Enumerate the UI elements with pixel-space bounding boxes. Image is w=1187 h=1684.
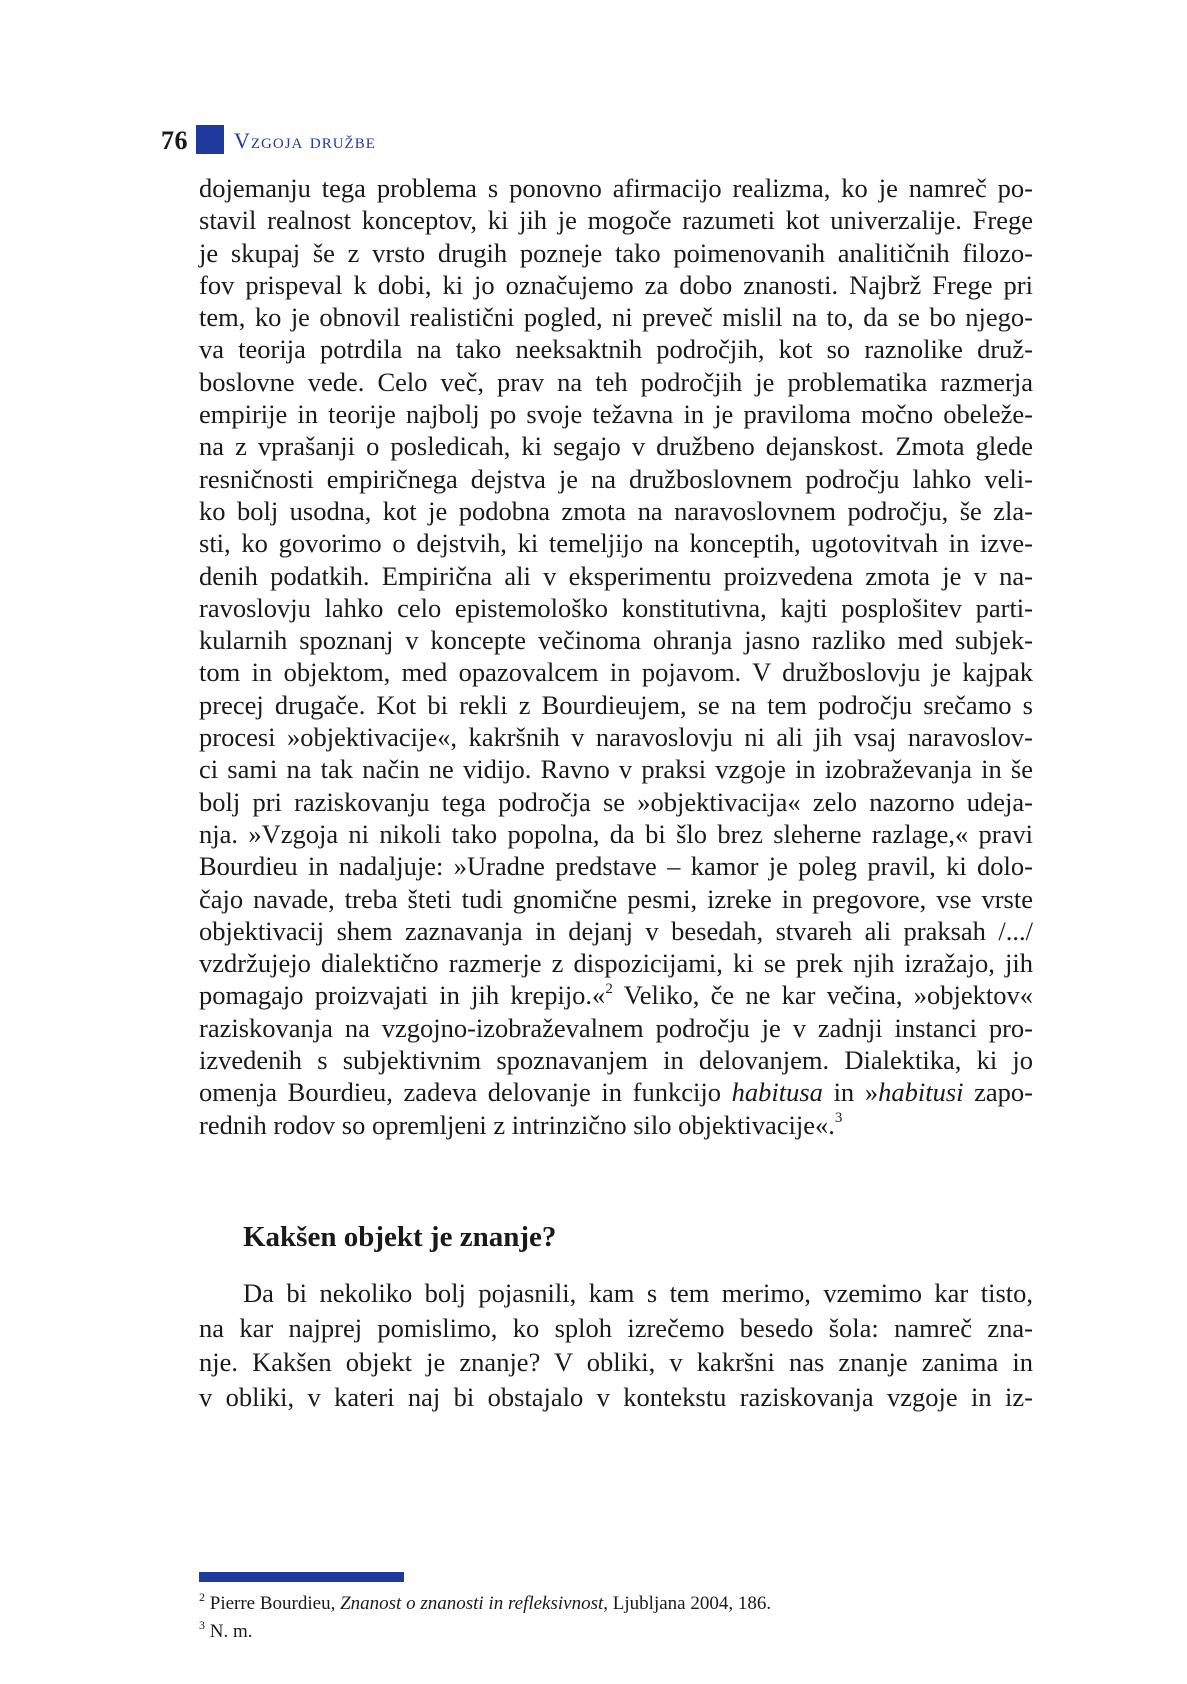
footnote-title: Znanost o znanosti in refleksivnost: [340, 1593, 604, 1614]
page-number: 76: [161, 126, 188, 155]
footnote: [199, 1618, 771, 1646]
line-text: pomagajo proizvajati in jih krepijo.«: [199, 980, 606, 1011]
text-line: ci sami na tak način ne vidijo. Ravno v praksi vzgoje in izobraževanja in še: [199, 754, 1033, 785]
text-line: je skupaj še z vrsto drugih pozneje tako poimenovanih analitičnih filozo-: [199, 237, 1033, 268]
text-line: nje. Kakšen objekt je znanje? V obliki, v kakršni nas znanje zanima in: [199, 1347, 1033, 1377]
footnote-separator: [199, 1572, 404, 1582]
text-line: ko bolj usodna, kot je podobna zmota na naravoslovnem področju, še zla-: [199, 495, 1033, 526]
text-line: objektivacij shem zaznavanja in dejanj v besedah, stvareh ali praksah /.../: [199, 915, 1033, 946]
body-paragraph: [199, 172, 1033, 1141]
footnote-details: , Ljubljana 2004, 186.: [603, 1593, 772, 1614]
text-line: vzdržujejo dialektično razmerje z dispozicijami, ki se prek njih izražajo, jih: [199, 948, 1033, 979]
running-title: Vzgoja družbe: [234, 128, 376, 153]
text-line: ravoslovju lahko celo epistemološko konstitutivna, kajti posplošitev parti-: [199, 592, 1033, 623]
header-square-ornament: [196, 125, 224, 154]
text-line: va teorija potrdila na tako neeksaktnih področjih, kot so raznolike druž-: [199, 334, 1033, 365]
text-line: tem, ko je obnovil realistični pogled, ni preveč mislil na to, da se bo njego-: [199, 302, 1033, 333]
italic-term: habitusi: [878, 1077, 964, 1108]
text-line: dojemanju tega problema s ponovno afirmacijo realizma, ko je namreč po-: [199, 173, 1033, 203]
text-line: čajo navade, treba šteti tudi gnomične pesmi, izreke in pregovore, vse vrste: [199, 883, 1033, 914]
text-line: bolj pri raziskovanju tega področja se »objektivacija« zelo nazorno udeja-: [199, 786, 1033, 817]
text-line: boslovne vede. Celo več, prav na teh področjih je problematika razmerja: [199, 366, 1033, 397]
footnote-reference: 3: [834, 1109, 843, 1126]
text-line: kularnih spoznanj v koncepte večinoma ohranja jasno razliko med subjek-: [199, 625, 1033, 656]
footnotes: [199, 1590, 771, 1646]
text-line-footnote-ref: [199, 979, 1033, 1011]
text-line: stavil realnost konceptov, ki jih je mogoče razumeti kot univerzalije. Frege: [199, 205, 1033, 236]
text-line: na z vprašanji o posledicah, ki segajo v družbeno dejanskost. Zmota glede: [199, 431, 1033, 462]
text-line: raziskovanja na vzgojno-izobraževalnem področju je v zadnji instanci pro-: [199, 1012, 1033, 1043]
text-line: procesi »objektivacije«, kakršnih v naravoslovju ni ali jih vsaj naravoslov-: [199, 722, 1033, 753]
text-line: Da bi nekoliko bolj pojasnili, kam s tem merimo, vzemimo kar tisto,: [243, 1278, 1033, 1308]
text-line: nja. »Vzgoja ni nikoli tako popolna, da bi šlo brez sleherne razlage,« pravi: [199, 818, 1033, 849]
text-line-footnote-ref: [199, 1109, 1033, 1141]
footnote-text: N. m.: [205, 1621, 253, 1642]
line-text: omenja Bourdieu, zadeva delovanje in funkcijo: [199, 1077, 732, 1108]
footnote-number: 3: [199, 1617, 205, 1632]
line-text: zapo-: [963, 1077, 1033, 1108]
text-line: Bourdieu in nadaljuje: »Uradne predstave – kamor je poleg pravil, ki dolo-: [199, 851, 1033, 882]
italic-term: habitusa: [731, 1077, 823, 1108]
text-line: resničnosti empiričnega dejstva je na družboslovnem področju lahko veli-: [199, 463, 1033, 494]
text-line: denih podatkih. Empirična ali v eksperimentu proizvedena zmota je v na-: [199, 560, 1033, 591]
text-line: precej drugače. Kot bi rekli z Bourdieujem, se na tem področju srečamo s: [199, 689, 1033, 720]
line-text: in »: [822, 1077, 879, 1108]
footnote-author: Pierre Bourdieu,: [205, 1593, 341, 1614]
line-text: Veliko, če ne kar večina, »objektov«: [612, 980, 1033, 1011]
footnote-reference: 2: [605, 980, 613, 997]
section-heading: Kakšen objekt je znanje?: [243, 1221, 557, 1253]
text-line: v obliki, v kateri naj bi obstajalo v kontekstu raziskovanja vzgoje in iz-: [199, 1381, 1033, 1412]
text-line: sti, ko govorimo o dejstvih, ki temeljijo na konceptih, ugotovitvah in izve-: [199, 528, 1033, 559]
text-line: empirije in teorije najbolj po svoje težavna in je praviloma močno obeleže-: [199, 399, 1033, 430]
text-line: tom in objektom, med opazovalcem in pojavom. V družboslovju je kajpak: [199, 657, 1033, 688]
running-head: [161, 125, 376, 157]
section-paragraph: [199, 1276, 1033, 1414]
footnote-number: 2: [199, 1589, 205, 1604]
text-line-italics: [199, 1076, 1033, 1108]
text-line: na kar najprej pomislimo, ko sploh izrečemo besedo šola: namreč zna-: [199, 1312, 1033, 1343]
line-text: rednih rodov so opremljeni z intrinzično silo objektivacije«.: [199, 1109, 835, 1140]
text-line: izvedenih s subjektivnim spoznavanjem in delovanjem. Dialektika, ki jo: [199, 1045, 1033, 1076]
footnote: [199, 1590, 771, 1618]
text-line: fov prispeval k dobi, ki jo označujemo za dobo znanosti. Najbrž Frege pri: [199, 269, 1033, 300]
